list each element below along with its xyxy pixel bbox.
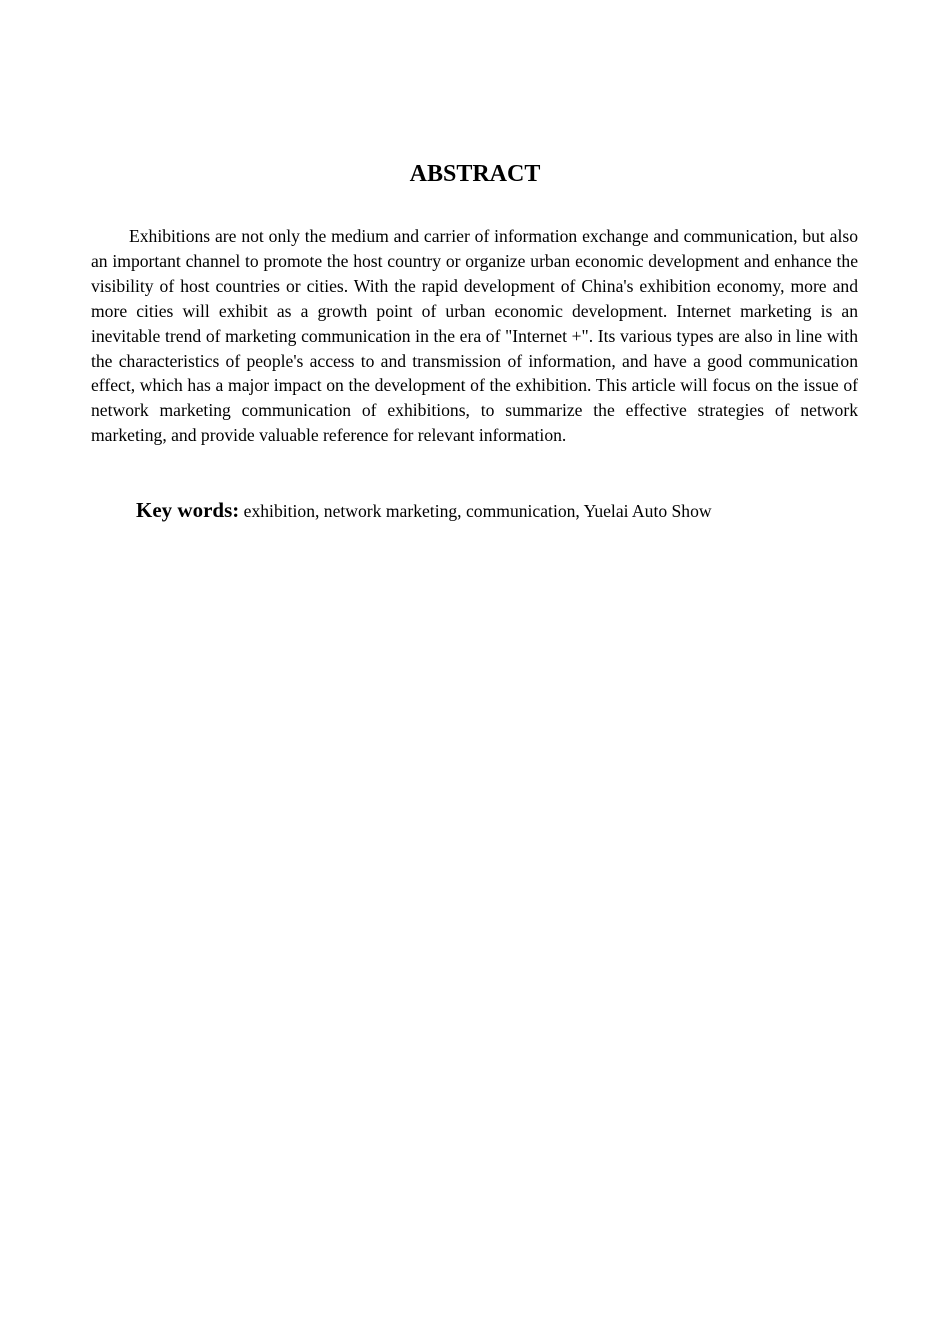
keywords-text: exhibition, network marketing, communication, Yuelai Auto Show (243, 501, 712, 521)
abstract-body: Exhibitions are not only the medium and carrier of information exchange and communication, but also an important channel to promote the host country or organize urban economic development and enhance the visibility of host countries or cities. With the rapid development of China's exhibition economy, more and more cities will exhibit as a growth point of urban economic development. Internet marketing is an inevitable trend of marketing communication in the era of "Internet +". Its various types are also in line with the characteristics of people's access to and transmission of information, and have a good communication effect, which has a major impact on the development of the exhibition. This article will focus on the issue of network marketing communication of exhibitions, to summarize the effective strategies of network marketing, and provide valuable reference for relevant information. (91, 226, 858, 446)
keywords-label: Key words: (136, 498, 240, 522)
keywords-line (136, 496, 858, 525)
abstract-title: ABSTRACT (409, 161, 541, 187)
